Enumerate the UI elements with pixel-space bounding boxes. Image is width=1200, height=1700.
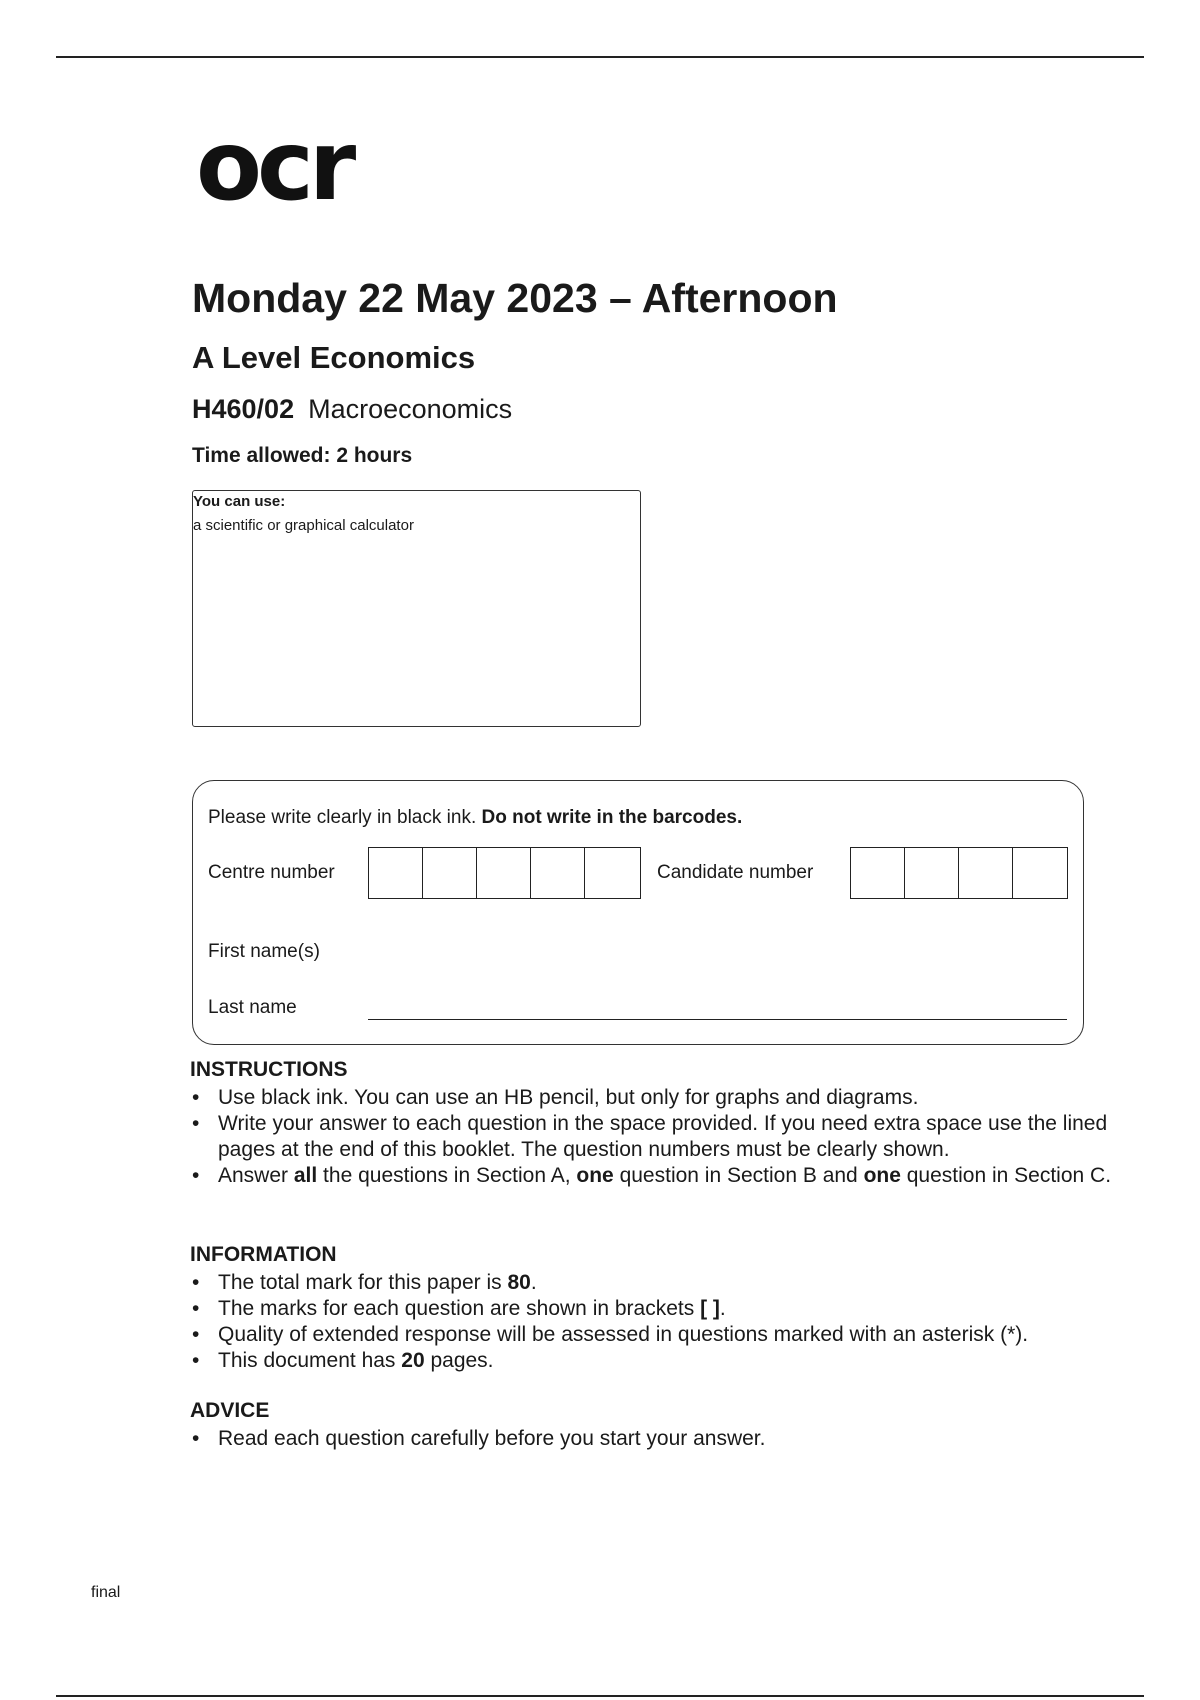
candidate-number-grid[interactable] [850,847,1068,899]
you-can-use-item: a scientific or graphical calculator [193,517,414,534]
ink-note-bold: Do not write in the barcodes. [481,807,743,828]
instructions-section [190,1057,1120,1189]
candidate-details-box [192,780,1084,1045]
paper-code: H460/02 [192,394,295,424]
advice-list [190,1426,1120,1452]
ocr-logo: ocr [196,110,352,222]
instruction-text: question in Section C. [900,1164,1112,1187]
paper-name: Macroeconomics [308,394,513,424]
advice-heading: ADVICE [190,1399,270,1422]
paper-line [192,396,512,423]
advice-item: • Read each question carefully before you start your answer. [190,1426,1120,1452]
information-item [190,1348,1120,1374]
last-name-line[interactable] [368,1019,1067,1020]
information-list [190,1270,1120,1374]
instruction-emphasis: all [293,1164,318,1187]
first-name-label: First name(s) [208,941,320,962]
subject-title: A Level Economics [192,340,476,375]
information-text: This document has [218,1349,402,1372]
information-text: . [530,1271,537,1294]
information-item [190,1270,1120,1296]
instruction-text: question in Section B and [613,1164,864,1187]
instruction-item [190,1163,1120,1189]
instruction-emphasis: one [863,1164,901,1187]
centre-digit-box[interactable] [423,848,477,898]
instruction-text: Answer [218,1164,294,1187]
information-emphasis: 80 [507,1271,531,1294]
centre-digit-box[interactable] [477,848,531,898]
information-text: pages. [424,1349,494,1372]
you-can-use-box [192,490,641,727]
last-name-label: Last name [208,997,297,1018]
centre-digit-box[interactable] [531,848,585,898]
instructions-list [190,1085,1120,1189]
information-item [190,1296,1120,1322]
footer-status: final [91,1584,121,1601]
candidate-digit-box[interactable] [959,848,1013,898]
instructions-heading: INSTRUCTIONS [190,1058,348,1081]
information-text: The total mark for this paper is [218,1271,508,1294]
information-text: The marks for each question are shown in brackets [218,1297,701,1320]
centre-digit-box[interactable] [585,848,639,898]
instruction-item: • Use black ink. You can use an HB pencil, but only for graphs and diagrams. [190,1085,1120,1111]
you-can-use-title: You can use: [193,493,286,510]
bottom-rule [56,1695,1144,1697]
information-emphasis: [ ] [700,1297,720,1320]
instruction-text: the questions in Section A, [317,1164,577,1187]
instruction-item: • Write your answer to each question in the space provided. If you need extra space use the lined pages at the end of this booklet. The question numbers must be clearly shown. [190,1111,1120,1163]
information-item: • Quality of extended response will be assessed in questions marked with an asterisk (*). [190,1322,1120,1348]
time-allowed: Time allowed: 2 hours [192,444,413,467]
candidate-digit-box[interactable] [905,848,959,898]
ink-note-plain: Please write clearly in black ink. [208,807,482,828]
centre-number-grid[interactable] [368,847,641,899]
ink-note [208,807,742,829]
centre-digit-box[interactable] [369,848,423,898]
exam-date-title: Monday 22 May 2023 – Afternoon [192,275,838,321]
information-emphasis: 20 [401,1349,425,1372]
information-section [190,1242,1120,1374]
candidate-digit-box[interactable] [851,848,905,898]
top-rule [56,56,1144,58]
information-text: . [719,1297,726,1320]
information-heading: INFORMATION [190,1243,337,1266]
instruction-emphasis: one [576,1164,614,1187]
centre-number-label: Centre number [208,862,335,883]
candidate-number-label: Candidate number [657,862,814,883]
candidate-digit-box[interactable] [1013,848,1067,898]
advice-section [190,1398,1120,1452]
